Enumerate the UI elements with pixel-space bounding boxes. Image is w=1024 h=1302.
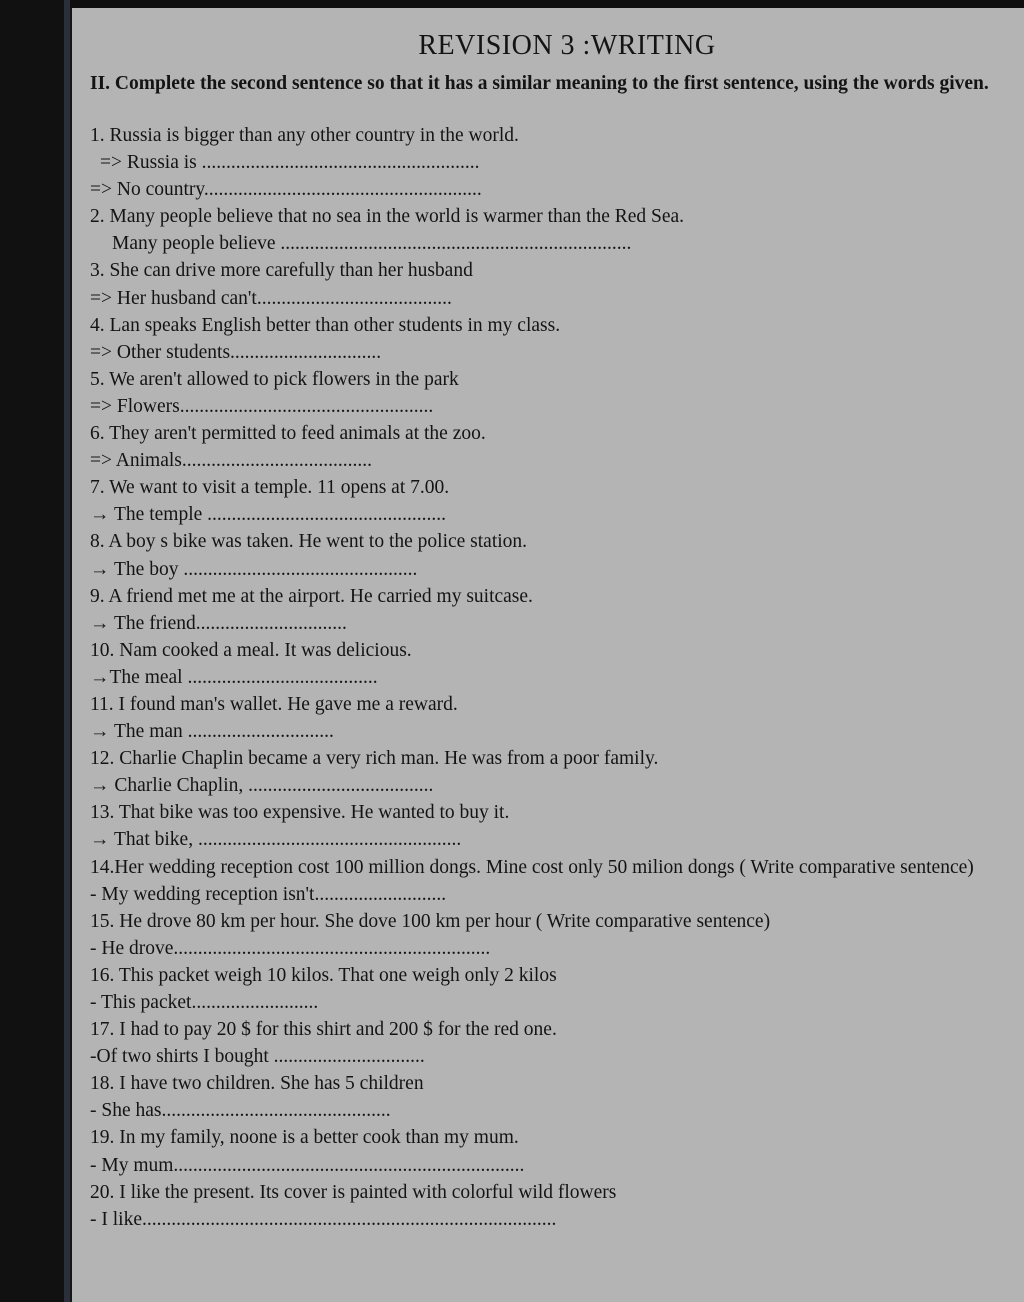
answer-line-2: Many people believe ........................................................................ <box>112 233 632 255</box>
answer-line-12: → Charlie Chaplin, ...................................... <box>90 775 434 797</box>
question-19: 19. In my family, noone is a better cook than my mum. <box>90 1127 519 1149</box>
question-11: 11. I found man's wallet. He gave me a reward. <box>90 693 458 715</box>
exercise-list <box>90 122 1020 1233</box>
answer-line-7: → The temple ................................................. <box>90 504 447 526</box>
question-4: 4. Lan speaks English better than other students in my class. <box>90 314 561 336</box>
question-16: 16. This packet weigh 10 kilos. That one weigh only 2 kilos <box>90 964 557 986</box>
question-10: 10. Nam cooked a meal. It was delicious. <box>90 639 412 661</box>
answer-line-4: => Other students............................... <box>90 341 382 363</box>
question-9: 9. A friend met me at the airport. He carried my suitcase. <box>90 585 533 607</box>
question-18: 18. I have two children. She has 5 children <box>90 1073 424 1095</box>
answer-line-16: - This packet.......................... <box>90 992 319 1013</box>
worksheet-page <box>72 8 1024 1302</box>
page-title: REVISION 3 :WRITING <box>418 30 716 61</box>
instruction-text: II. Complete the second sentence so that it has a similar meaning to the first sentence, using the words given. <box>90 73 989 94</box>
answer-line-1-2: => No country......................................................... <box>90 179 482 201</box>
left-dark-margin <box>0 0 64 1302</box>
answer-line-9: → The friend............................... <box>90 612 347 634</box>
top-border-rule <box>70 0 1024 8</box>
answer-line-11: → The man .............................. <box>90 721 334 743</box>
question-12: 12. Charlie Chaplin became a very rich man. He was from a poor family. <box>90 748 659 770</box>
answer-line-17: -Of two shirts I bought ............................... <box>90 1046 425 1068</box>
question-8: 8. A boy s bike was taken. He went to the police station. <box>90 531 528 553</box>
question-14: 14.Her wedding reception cost 100 million dongs. Mine cost only 50 milion dongs ( Write comparative sentence) <box>90 856 974 878</box>
question-6: 6. They aren't permitted to feed animals at the zoo. <box>90 423 486 445</box>
answer-line-5: => Flowers.................................................... <box>90 395 434 417</box>
question-1: 1. Russia is bigger than any other country in the world. <box>90 125 519 146</box>
question-15: 15. He drove 80 km per hour. She dove 100 km per hour ( Write comparative sentence) <box>90 910 771 932</box>
question-7: 7. We want to visit a temple. 11 opens at 7.00. <box>90 477 450 499</box>
answer-line-8: → The boy ................................................ <box>90 558 418 580</box>
question-13: 13. That bike was too expensive. He wanted to buy it. <box>90 802 510 824</box>
question-3: 3. She can drive more carefully than her husband <box>90 260 473 282</box>
left-border-rule <box>64 0 70 1302</box>
answer-line-15: - He drove................................................................. <box>90 937 491 959</box>
answer-line-6: => Animals....................................... <box>90 450 372 472</box>
question-20: 20. I like the present. Its cover is painted with colorful wild flowers <box>90 1181 617 1203</box>
question-17: 17. I had to pay 20 $ for this shirt and 200 $ for the red one. <box>90 1019 557 1041</box>
answer-line-13: → That bike, ...................................................... <box>90 829 462 851</box>
question-2: 2. Many people believe that no sea in the world is warmer than the Red Sea. <box>90 206 685 228</box>
answer-line-20: - I like..................................................................................... <box>90 1208 557 1230</box>
answer-line-10: →The meal ....................................... <box>90 666 378 688</box>
question-5: 5. We aren't allowed to pick flowers in the park <box>90 368 459 390</box>
answer-line-1-1: => Russia is ......................................................... <box>100 152 480 174</box>
answer-line-3: => Her husband can't........................................ <box>90 287 452 309</box>
answer-line-18: - She has............................................... <box>90 1100 391 1122</box>
answer-line-19: - My mum........................................................................ <box>90 1154 525 1176</box>
answer-line-14: - My wedding reception isn't........................... <box>90 883 447 905</box>
